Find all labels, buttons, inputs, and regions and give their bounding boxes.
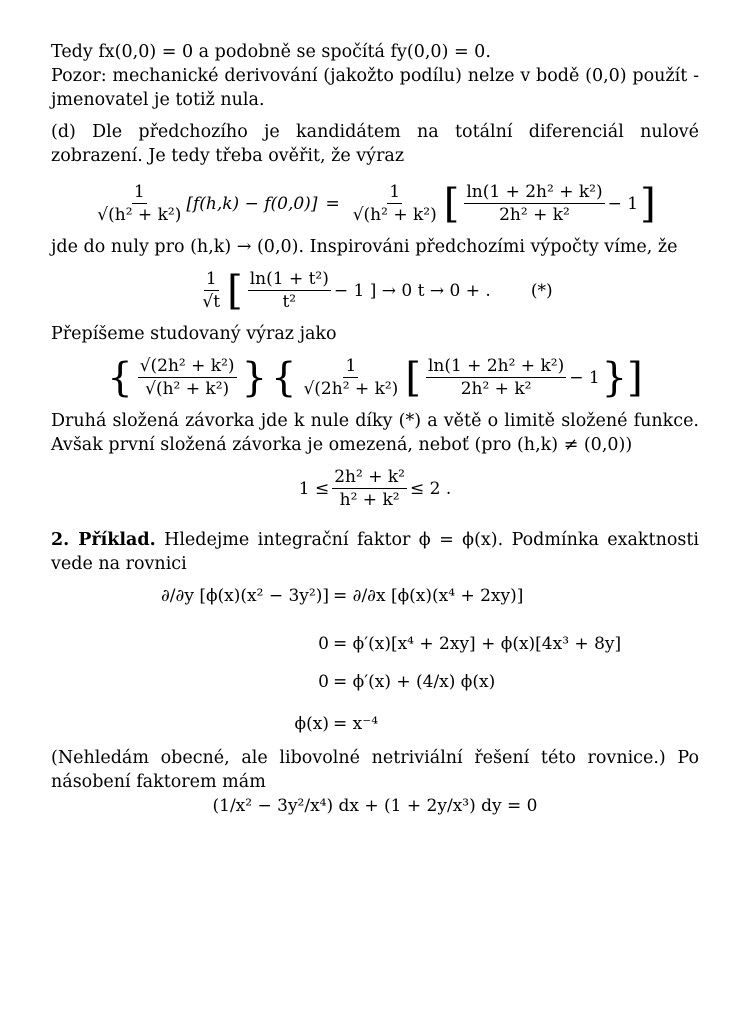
fraction: $\frac{\text{ln(1 + 2h² + k²)}}{\text{2h² + k²}}$ <box>466 182 603 225</box>
paragraph-multiply: (Nehledám obecné, ale libovolné netriviální řešení této rovnice.) Po násobení faktorem mám <box>51 748 699 792</box>
equation-bound: 1 ≤ $\frac{\text{2h² + k²}}{\text{h² + k²}}$ ≤ 2 . <box>298 467 452 510</box>
align-rhs: = x⁻⁴ <box>333 714 379 734</box>
fraction: $\frac{1}{\text{√(h² + k²)}}$ <box>97 182 182 225</box>
equals-sign: = <box>325 193 340 214</box>
equation-rewritten: { $\frac{\text{√(2h² + k²)}}{\text{√(h² + k²)}}$ } { $\frac{1}{\text{√(2h² + k²)}}$ [ $\frac{\text{ln(1 + 2h² + k²)}}{\text{2h² + k²}}$ − 1 }] <box>107 354 643 401</box>
section-heading: 2. Příklad. <box>51 530 156 550</box>
text-line: Pozor: mechanické derivování (jakožto podílu) nelze v bodě (0,0) použít - jmenovatel je totiž nula. <box>51 66 699 110</box>
text-line: Tedy fx(0,0) = 0 a podobně se spočítá fy(0,0) = 0. <box>51 42 491 62</box>
align-lhs: 0 <box>318 634 329 654</box>
paragraph-total-differential: (d) Dle předchozího je kandidátem na totální diferenciál nulové zobrazení. Je tedy třeba ověřit, že výraz <box>51 122 699 166</box>
equation-difference-quotient: $\frac{1}{\text{√(h² + k²)}}$ [f(h,k) − f(0,0)] = $\frac{1}{\text{√(h² + k²)}}$ [ $\frac{\text{ln(1 + 2h² + k²)}}{\text{2h² + k²}}$ − 1 ] <box>97 180 656 227</box>
paragraph-example-2: 2. Příklad. Hledejme integrační faktor ϕ = ϕ(x). Podmínka exaktnosti vede na rovnici <box>51 530 699 574</box>
fraction: $\frac{\text{ln(1 + 2h² + k²)}}{\text{2h² + k²}}$ <box>427 356 565 399</box>
fraction: $\frac{1}{\text{√(h² + k²)}}$ <box>352 182 437 225</box>
paragraph-partial-derivatives <box>51 40 699 112</box>
equation-star: $\frac{1}{√t}$ [ $\frac{\text{ln(1 + t²)}}{\text{t²}}$ − 1 ] → 0 t → 0 + . (*) <box>202 267 553 314</box>
paragraph-limit-goal: jde do nuly pro (h,k) → (0,0). Inspirováni předchozími výpočty víme, že <box>51 237 678 257</box>
fraction: $\frac{1}{√t}$ <box>202 269 221 312</box>
fraction: $\frac{\text{ln(1 + t²)}}{\text{t²}}$ <box>249 269 329 312</box>
bracket-expression: [f(h,k) − f(0,0)] <box>186 193 318 214</box>
align-rhs: = ∂/∂x [ϕ(x)(x⁴ + 2xy)] <box>333 586 524 606</box>
equation-exact: (1/x² − 3y²/x⁴) dx + (1 + 2y/x³) dy = 0 <box>212 796 538 816</box>
equation-tag: (*) <box>530 280 553 301</box>
paragraph-bounded: Druhá složená závorka jde k nule díky (*) a větě o limitě složené funkce. Avšak první složená závorka je omezená, neboť (pro (h,k) ≠ (0,0)) <box>51 411 699 455</box>
fraction: $\frac{\text{√(2h² + k²)}}{\text{√(h² + k²)}}$ <box>139 356 235 399</box>
limit-tail: − 1 ] → 0 t → 0 + . <box>333 280 491 301</box>
align-rhs: = ϕ′(x)[x⁴ + 2xy] + ϕ(x)[4x³ + 8y] <box>333 634 622 654</box>
align-lhs: ϕ(x) <box>294 714 329 734</box>
document-page <box>51 40 699 826</box>
fraction: $\frac{1}{\text{√(2h² + k²)}}$ <box>303 356 399 399</box>
align-lhs: ∂/∂y [ϕ(x)(x² − 3y²)] <box>161 586 329 606</box>
fraction: $\frac{\text{2h² + k²}}{\text{h² + k²}}$ <box>334 467 405 510</box>
paragraph-rewrite: Přepíšeme studovaný výraz jako <box>51 324 337 344</box>
align-rhs: = ϕ′(x) + (4/x) ϕ(x) <box>333 672 496 692</box>
aligned-equations <box>51 576 699 746</box>
align-lhs: 0 <box>318 672 329 692</box>
